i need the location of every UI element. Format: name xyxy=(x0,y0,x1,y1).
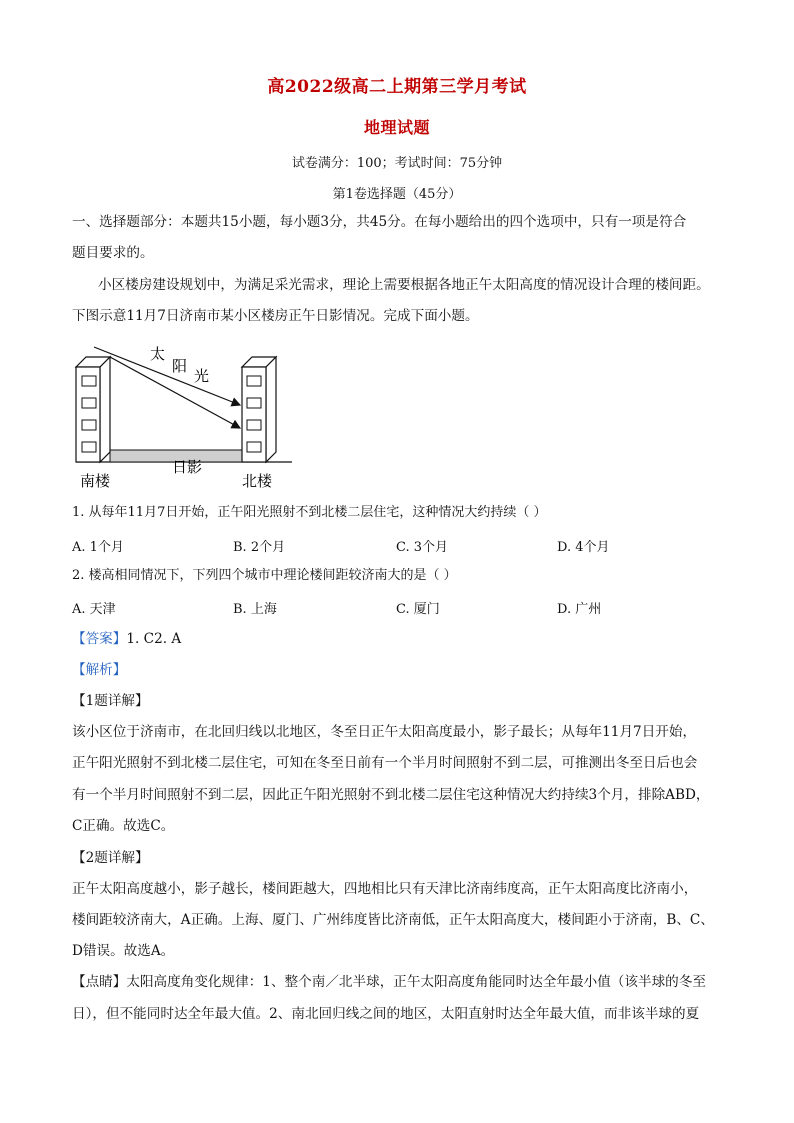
building-shadow-diagram xyxy=(70,335,310,495)
question-2-option-a: A. 天津 xyxy=(72,602,116,617)
tip-line-1 xyxy=(72,972,732,992)
tip-text-1: 太阳高度角变化规律：1、整个南／北半球，正午太阳高度角能同时达全年最小值（该半球的冬至 xyxy=(126,974,706,990)
south-building xyxy=(76,357,110,462)
exam-subject: 地理试题 xyxy=(363,118,430,137)
question-1-option-d: D. 4个月 xyxy=(557,540,610,555)
answer-tag: 【答案】 xyxy=(72,631,127,647)
north-building-label: 北楼 xyxy=(242,472,273,490)
detail-2-line-3: D错误。故选A。 xyxy=(72,943,175,959)
answer-text: 1. C2. A xyxy=(126,631,182,647)
question-1-option-c: C. 3个月 xyxy=(396,540,449,555)
detail-1-line-2: 正午阳光照射不到北楼二层住宅，可知在冬至日前有一个半月时间照射不到二层，可推测出冬至日后也会 xyxy=(72,755,698,771)
question-1-stem: 1. 从每年11月7日开始，正午阳光照射不到北楼二层住宅，这种情况大约持续（ ） xyxy=(72,505,547,520)
detail-1-line-1: 该小区位于济南市，在北回归线以北地区，冬至日正午太阳高度最小，影子最长；从每年11月7日开始， xyxy=(72,724,697,740)
volume-heading: 第1卷选择题（45分） xyxy=(332,187,462,202)
sun-label-2: 阳 xyxy=(172,357,188,375)
analysis-line xyxy=(72,660,732,680)
detail-1-line-3: 有一个半月时间照射不到二层，因此正午阳光照射不到北楼二层住宅这种情况大约持续3个月，排除ABD， xyxy=(72,787,710,803)
question-2-option-c: C. 厦门 xyxy=(396,602,440,617)
north-building xyxy=(242,357,276,462)
answer-line xyxy=(72,629,732,649)
instructions-line-2: 题目要求的。 xyxy=(72,245,154,261)
exam-title: 高2022级高二上期第三学月考试 xyxy=(267,77,527,97)
instructions-line-1: 一、选择题部分：本题共15小题，每小题3分，共45分。在每小题给出的四个选项中，只有一项是符合 xyxy=(72,214,687,230)
shadow-label: 日影 xyxy=(172,458,203,476)
detail-2-line-1: 正午太阳高度越小，影子越长，楼间距越大，四地相比只有天津比济南纬度高，正午太阳高度比济南小， xyxy=(72,881,698,897)
detail-2-heading: 【2题详解】 xyxy=(72,850,149,866)
passage-line-2: 下图示意11月7日济南市某小区楼房正午日影情况。完成下面小题。 xyxy=(72,308,479,324)
sun-label-3: 光 xyxy=(194,367,210,385)
question-1-option-b: B. 2个月 xyxy=(233,540,286,555)
question-2-stem: 2. 楼高相同情况下，下列四个城市中理论楼间距较济南大的是（ ） xyxy=(72,568,457,583)
sun-label-1: 太 xyxy=(150,345,166,363)
question-2-option-d: D. 广州 xyxy=(557,602,602,617)
passage-line-1: 小区楼房建设规划中，为满足采光需求，理论上需要根据各地正午太阳高度的情况设计合理的楼间距。 xyxy=(98,277,710,293)
analysis-tag: 【解析】 xyxy=(72,662,127,678)
question-2-option-b: B. 上海 xyxy=(233,602,277,617)
detail-1-line-4: C正确。故选C。 xyxy=(72,818,175,834)
detail-2-line-2: 楼间距较济南大，A正确。上海、厦门、广州纬度皆比济南低，正午太阳高度大，楼间距小于济南，B、C、 xyxy=(72,912,714,928)
tip-line-2: 日），但不能同时达全年最大值。2、南北回归线之间的地区，太阳直射时达全年最大值，而非该半球的夏 xyxy=(72,1006,700,1022)
question-1-option-a: A. 1个月 xyxy=(72,540,124,555)
tip-tag: 【点睛】 xyxy=(72,974,127,990)
sun-ray-upper xyxy=(94,347,240,405)
detail-1-heading: 【1题详解】 xyxy=(72,693,149,709)
south-building-label: 南楼 xyxy=(80,472,111,490)
exam-info: 试卷满分：100；考试时间：75分钟 xyxy=(291,156,503,171)
